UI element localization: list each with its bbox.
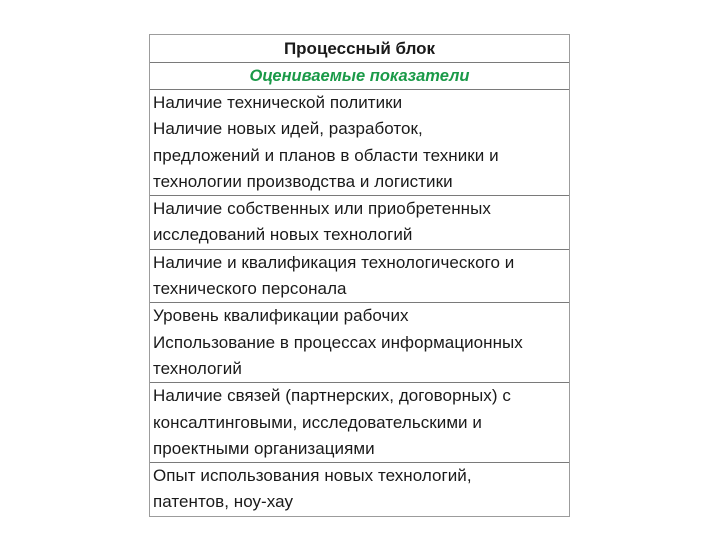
row-text: Опыт использования новых технологий,: [153, 466, 472, 486]
indicator-table: [149, 34, 570, 517]
table-row: [150, 250, 569, 304]
table-row: [150, 463, 569, 516]
row-text: Наличие новых идей, разработок,: [153, 119, 423, 139]
row-text: Наличие связей (партнерских, договорных) с: [153, 386, 511, 406]
row-text: технологии производства и логистики: [153, 171, 453, 191]
row-text: Использование в процессах информационных: [153, 332, 523, 352]
row-text: консалтинговыми, исследовательскими и: [153, 412, 482, 432]
table-row: [150, 383, 569, 463]
row-text: Наличие технической политики: [153, 93, 403, 112]
row-text: технического персонала: [153, 279, 347, 299]
row-text: Наличие и квалификация технологического и: [153, 252, 515, 272]
table-subtitle: Оцениваемые показатели: [150, 63, 569, 90]
row-text: Уровень квалификации рабочих: [153, 306, 409, 326]
row-text: патентов, ноу-хау: [153, 492, 293, 512]
row-text: предложений и планов в области техники и: [153, 145, 499, 165]
table-row: [150, 303, 569, 383]
table-row: [150, 196, 569, 250]
row-text: проектными организациями: [153, 438, 375, 458]
table-title: Процессный блок: [150, 35, 569, 63]
row-text: технологий: [153, 358, 242, 378]
row-text: исследований новых технологий: [153, 225, 413, 245]
table-row: [150, 90, 569, 196]
row-text: Наличие собственных или приобретенных: [153, 199, 491, 219]
